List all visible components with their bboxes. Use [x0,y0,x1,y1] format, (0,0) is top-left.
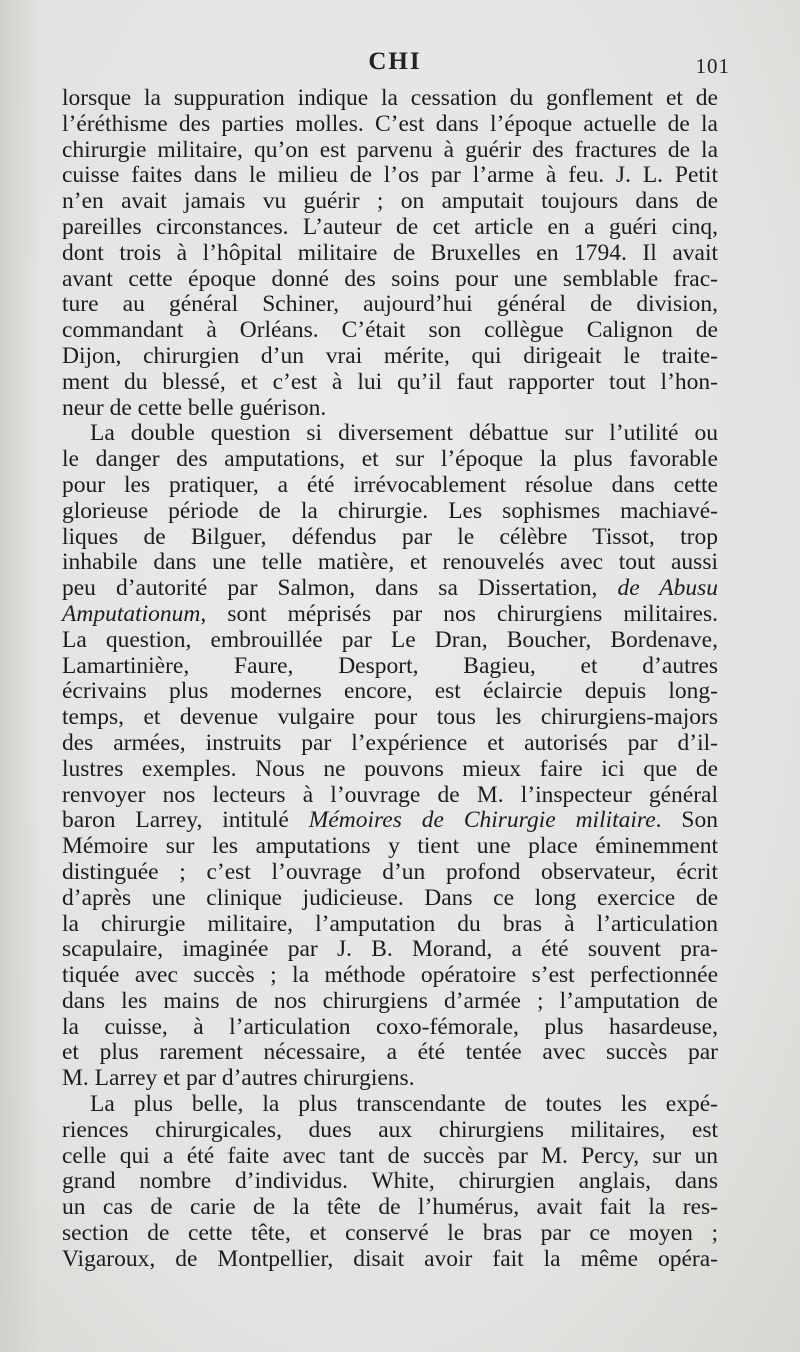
text-line: pareilles circonstances. L’auteur de cet article en a guéri cinq, [62,213,718,240]
text-line: des armées, instruits par l’expérience et autorisés par d’il- [62,729,718,756]
text-line: section de cette tête, et conservé le bras par ce moyen ; [62,1220,718,1247]
text-line: liques de Bilguer, défendus par le célèbre Tissot, trop [62,523,718,550]
running-head: CHI [368,48,422,75]
text-line: glorieuse période de la chirurgie. Les sophismes machiavé- [62,497,718,524]
text-line: la chirurgie militaire, l’amputation du bras à l’articulation [62,910,718,937]
text-line: Vigaroux, de Montpellier, disait avoir fait la même opéra- [62,1245,718,1272]
text-line: chirurgie militaire, qu’on est parvenu à guérir des fractures de la [62,136,718,163]
text-line: ment du blessé, et c’est à lui qu’il faut rapporter tout l’hon- [62,368,718,395]
text-line: riences chirurgicales, dues aux chirurgiens militaires, est [62,1116,718,1143]
body-text [62,86,718,1273]
text-line: renvoyer nos lecteurs à l’ouvrage de M. l’inspecteur général [62,781,718,808]
paragraph-first-line: La double question si diversement débattue sur l’utilité ou [90,420,718,447]
text-line: lustres exemples. Nous ne pouvons mieux faire ici que de [62,755,718,782]
gutter-shadow [0,0,40,1352]
text-line: un cas de carie de la tête de l’humérus, avait fait la res- [62,1194,718,1221]
text-line: cuisse faites dans le milieu de l’os par l’arme à feu. J. L. Petit [62,162,718,189]
page-header [60,48,730,88]
text-line: baron Larrey, intitulé Mémoires de Chirurgie militaire. Son [62,807,718,834]
page-number: 101 [695,54,730,78]
text-line: et plus rarement nécessaire, a été tentée avec succès par [62,1039,718,1066]
text-line: le danger des amputations, et sur l’époque la plus favorable [62,446,718,473]
paragraph-last-line: M. Larrey et par d’autres chirurgiens. [62,1065,415,1092]
text-line: Lamartinière, Faure, Desport, Bagieu, et d’autres [62,652,718,679]
text-line: Amputationum, sont méprisés par nos chirurgiens militaires. [62,600,718,627]
text-line: tiquée avec succès ; la méthode opératoire s’est perfectionnée [62,962,718,989]
text-line: dont trois à l’hôpital militaire de Bruxelles en 1794. Il avait [62,239,718,266]
text-line: inhabile dans une telle matière, et renouvelés avec tout aussi [62,549,718,576]
text-line: ture au général Schiner, aujourd’hui général de division, [62,291,718,318]
text-line: La question, embrouillée par Le Dran, Boucher, Bordenave, [62,626,718,653]
text-line: dans les mains de nos chirurgiens d’armée ; l’amputation de [62,987,718,1014]
text-line: Dijon, chirurgien d’un vrai mérite, qui dirigeait le traite- [62,342,718,369]
text-line: distinguée ; c’est l’ouvrage d’un profond observateur, écrit [62,858,718,885]
text-line: écrivains plus modernes encore, est éclaircie depuis long- [62,678,718,705]
text-line: la cuisse, à l’articulation coxo-fémorale, plus hasardeuse, [62,1013,718,1040]
text-line: peu d’autorité par Salmon, dans sa Dissertation, de Abusu [62,575,718,602]
text-line: scapulaire, imaginée par J. B. Morand, a été souvent pra- [62,936,718,963]
text-line: l’éréthisme des parties molles. C’est dans l’époque actuelle de la [62,110,718,137]
text-line: temps, et devenue vulgaire pour tous les chirurgiens-majors [62,704,718,731]
paragraph-last-line: neur de cette belle guérison. [62,394,327,421]
text-line: grand nombre d’individus. White, chirurgien anglais, dans [62,1168,718,1195]
text-line: d’après une clinique judicieuse. Dans ce long exercice de [62,884,718,911]
text-line: lorsque la suppuration indique la cessation du gonflement et de [62,85,718,111]
paragraph-first-line: La plus belle, la plus transcendante de toutes les expé- [90,1091,718,1118]
text-line: pour les pratiquer, a été irrévocablement résolue dans cette [62,471,718,498]
text-line: celle qui a été faite avec tant de succès par M. Percy, sur un [62,1142,718,1169]
text-line: avant cette époque donné des soins pour une semblable frac- [62,265,718,292]
text-line: commandant à Orléans. C’était son collègue Calignon de [62,317,718,344]
text-line: n’en avait jamais vu guérir ; on amputait toujours dans de [62,188,718,215]
text-line: Mémoire sur les amputations y tient une place éminemment [62,833,718,860]
